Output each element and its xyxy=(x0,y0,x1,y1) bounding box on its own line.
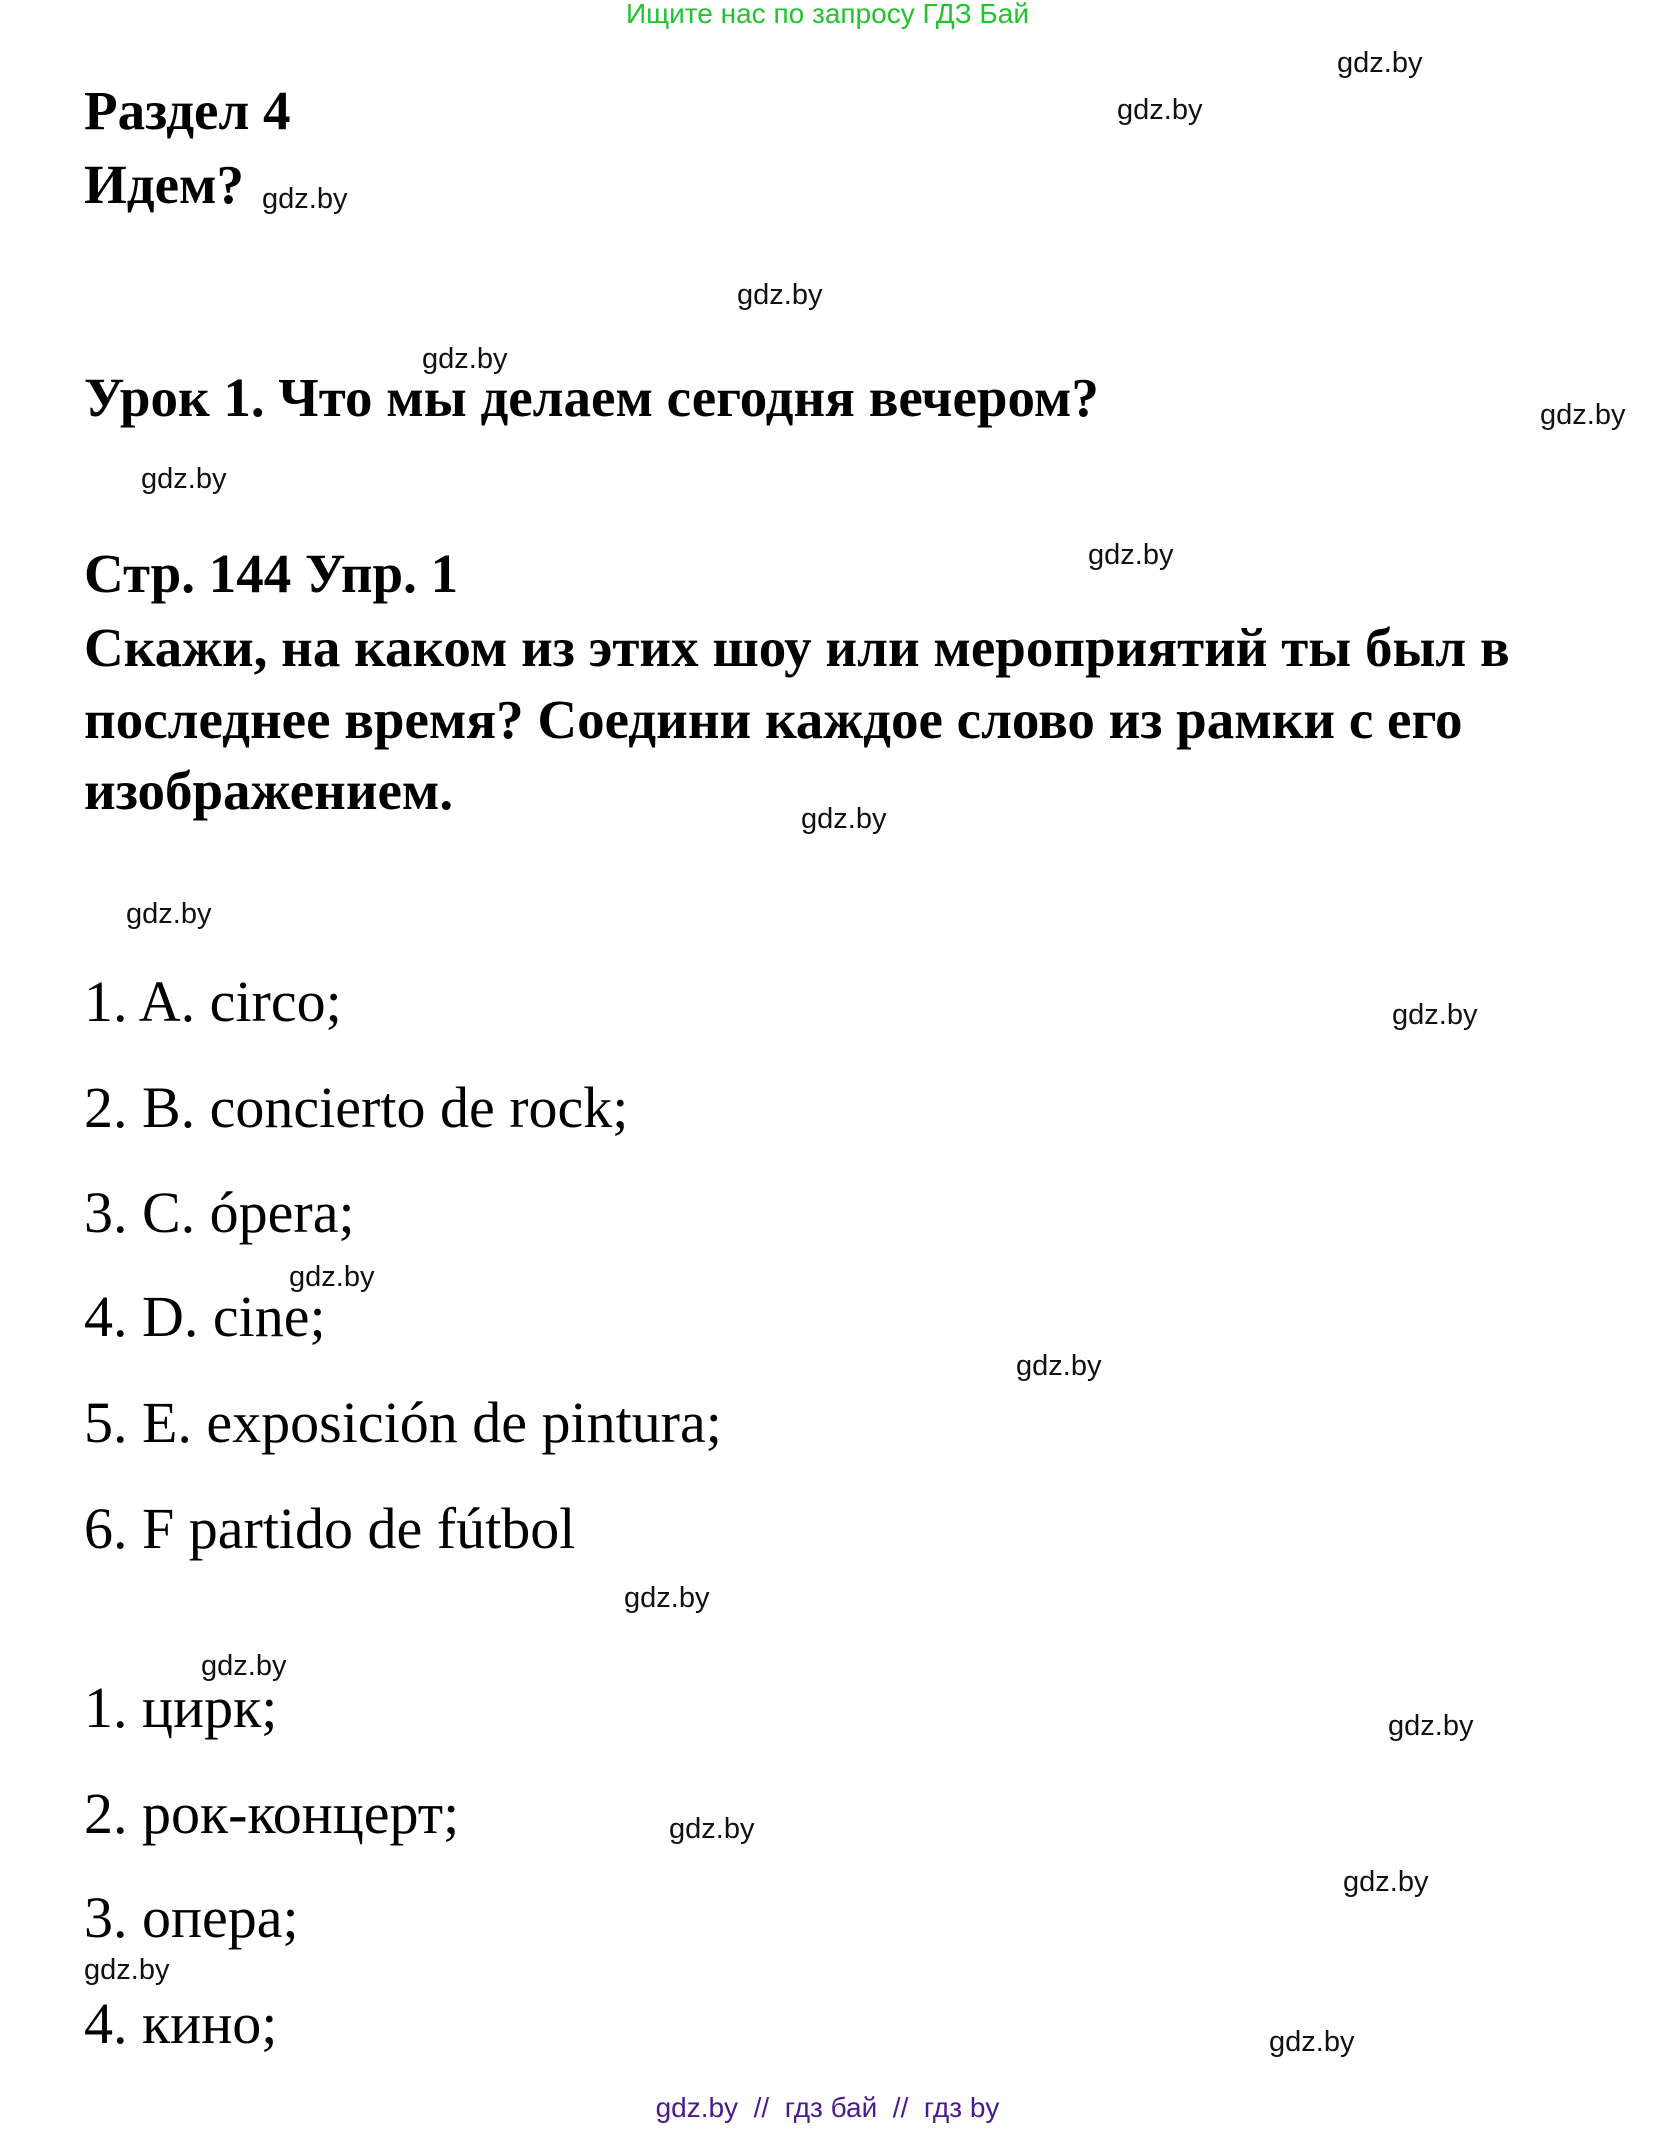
watermark: gdz.by xyxy=(1540,399,1626,431)
watermark: gdz.by xyxy=(737,279,823,311)
spanish-item: 4. D. cine; xyxy=(84,1284,326,1349)
watermark: gdz.by xyxy=(289,1261,375,1293)
search-banner[interactable]: Ищите нас по запросу ГДЗ Бай xyxy=(625,0,1030,29)
watermark: gdz.by xyxy=(1088,539,1174,571)
task-line-3: изображением. xyxy=(84,760,454,821)
russian-item: 2. рок-концерт; xyxy=(84,1781,460,1846)
spanish-item: 5. E. exposición de pintura; xyxy=(84,1390,722,1455)
watermark: gdz.by xyxy=(1117,94,1203,126)
task-line-2: последнее время? Соедини каждое слово из рамки с его xyxy=(84,689,1463,750)
watermark: gdz.by xyxy=(1269,2026,1355,2058)
watermark: gdz.by xyxy=(126,898,212,930)
watermark: gdz.by xyxy=(84,1954,170,1986)
section-heading: Раздел 4 xyxy=(84,80,291,141)
russian-item: 4. кино; xyxy=(84,1991,278,2056)
watermark: gdz.by xyxy=(1388,1710,1474,1742)
exercise-heading: Стр. 144 Упр. 1 xyxy=(84,543,459,604)
watermark: gdz.by xyxy=(1343,1866,1429,1898)
spanish-item: 2. B. concierto de rock; xyxy=(84,1075,629,1140)
watermark: gdz.by xyxy=(801,803,887,835)
watermark: gdz.by xyxy=(1392,999,1478,1031)
watermark: gdz.by xyxy=(1337,47,1423,79)
spanish-item: 1. A. circo; xyxy=(84,969,342,1034)
watermark: gdz.by xyxy=(422,343,508,375)
footer-links[interactable]: gdz.by // гдз бай // гдз by xyxy=(655,2092,1000,2123)
watermark: gdz.by xyxy=(1016,1350,1102,1382)
spanish-item: 6. F partido de fútbol xyxy=(84,1496,576,1561)
watermark: gdz.by xyxy=(141,463,227,495)
section-title: Идем? xyxy=(84,154,244,215)
russian-item: 1. цирк; xyxy=(84,1675,278,1740)
watermark: gdz.by xyxy=(262,183,348,215)
watermark: gdz.by xyxy=(669,1813,755,1845)
spanish-item: 3. C. ópera; xyxy=(84,1180,355,1245)
task-line-1: Скажи, на каком из этих шоу или мероприятий ты был в xyxy=(84,617,1510,678)
russian-item: 3. опера; xyxy=(84,1885,299,1950)
lesson-heading: Урок 1. Что мы делаем сегодня вечером? xyxy=(84,367,1099,428)
watermark: gdz.by xyxy=(624,1582,710,1614)
watermark: gdz.by xyxy=(201,1650,287,1682)
